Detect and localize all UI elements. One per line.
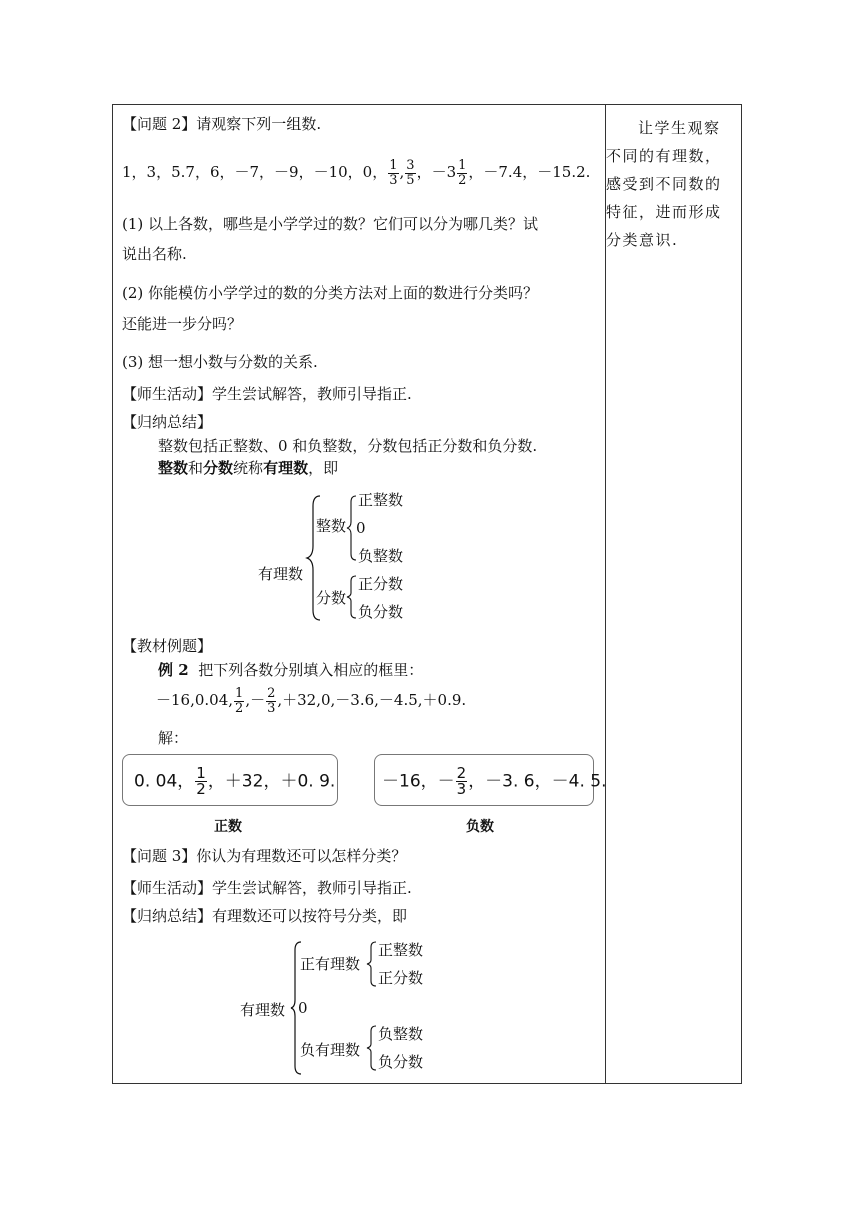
side-note — [606, 114, 734, 254]
tree2-neg-int: 负整数 — [378, 1025, 424, 1043]
fraction-1-2: $\frac{1}{2}$ — [458, 157, 467, 188]
tree1-pos-int: 正整数 — [358, 491, 404, 509]
tree2-zero: 0 — [298, 999, 308, 1017]
example-fraction-1-2: $\frac{1}{2}$ — [235, 685, 244, 716]
fraction-1-3: $\frac{1}{3}$ — [389, 157, 398, 188]
question-1-line1: (1) 以上各数，哪些是小学学过的数？它们可以分为哪几类？试 — [122, 215, 539, 233]
box-fraction-1-2: $\frac{1}{2}$ — [196, 764, 206, 798]
side-note-line-4: 特征，进而形成 — [606, 203, 722, 221]
tree2-neg-frac: 负分数 — [378, 1053, 424, 1071]
negative-box-content: －16，－ $\frac{2}{3}$ ，－3. 6，－4. 5. — [382, 764, 607, 798]
summary-1-line1: 整数包括正整数、0 和负整数，分数包括正分数和负分数. — [158, 437, 538, 455]
teacher-activity-2: 【师生活动】学生尝试解答，教师引导指正. — [122, 879, 412, 897]
tree1-zero: 0 — [356, 519, 366, 537]
problem2-numbers: 1，3，5.7，6，－7，－9，－10，0， $\frac{1}{3}$ , $\frac{3}{5}$ ，－3 $\frac{1}{2}$ ，－7.4，－15.2. — [122, 157, 591, 188]
example-fraction-2-3: $\frac{2}{3}$ — [267, 685, 276, 716]
teacher-activity-1: 【师生活动】学生尝试解答，教师引导指正. — [122, 385, 412, 403]
question-2-line1: (2) 你能模仿小学学过的数的分类方法对上面的数进行分类吗？ — [122, 284, 539, 302]
negative-box-label: 负数 — [466, 819, 494, 835]
tree1-neg-frac: 负分数 — [358, 603, 404, 621]
problem3-title: 【问题 3】你认为有理数还可以怎样分类？ — [122, 847, 407, 865]
tree1-fraction: 分数 — [316, 589, 347, 607]
tree2-pos-rational: 正有理数 — [300, 955, 361, 973]
side-note-line-5: 分类意识. — [606, 231, 679, 249]
tree1-neg-int: 负整数 — [358, 547, 404, 565]
side-note-line-1: 让学生观察 — [638, 119, 721, 137]
example-title: 例 2 把下列各数分别填入相应的框里： — [158, 661, 424, 679]
tree2-pos-frac: 正分数 — [378, 969, 424, 987]
summary-1-label: 【归纳总结】 — [122, 413, 213, 431]
mixed-whole: ，－3 — [416, 163, 457, 181]
side-note-line-3: 感受到不同数的 — [606, 175, 722, 193]
example-label: 【教材例题】 — [122, 637, 213, 655]
problem2-title: 【问题 2】请观察下列一组数. — [122, 115, 322, 133]
solution-label: 解： — [158, 729, 189, 747]
positive-box-content: 0. 04， $\frac{1}{2}$ ，＋32，＋0. 9. — [134, 764, 336, 798]
summary-2: 【归纳总结】有理数还可以按符号分类，即 — [122, 907, 408, 925]
example-number-list: －16,0.04, $\frac{1}{2}$ ,－ $\frac{2}{3}$ ,＋32,0,－3.6,－4.5,＋0.9. — [156, 685, 467, 716]
tree1-pos-frac: 正分数 — [358, 575, 404, 593]
question-1-line2: 说出名称. — [122, 245, 187, 263]
tree2-neg-rational: 负有理数 — [300, 1041, 361, 1059]
box-fraction-2-3: $\frac{2}{3}$ — [456, 764, 467, 798]
positive-box-label: 正数 — [214, 819, 242, 835]
fraction-3-5: $\frac{3}{5}$ — [406, 157, 415, 188]
tree1-integer: 整数 — [316, 517, 347, 535]
question-2-line2: 还能进一步分吗？ — [122, 315, 243, 333]
summary-1-line2: 整数和分数统称有理数，即 — [158, 459, 339, 477]
tree2-root: 有理数 — [240, 1001, 286, 1019]
tree1-root: 有理数 — [258, 565, 304, 583]
numbers-part-b: ，－7.4，－15.2. — [468, 163, 591, 181]
numbers-part-a: 1，3，5.7，6，－7，－9，－10，0， — [122, 163, 388, 181]
side-note-line-2: 不同的有理数， — [606, 147, 722, 165]
tree2-pos-int: 正整数 — [378, 941, 424, 959]
question-3: (3) 想一想小数与分数的关系. — [122, 353, 318, 371]
